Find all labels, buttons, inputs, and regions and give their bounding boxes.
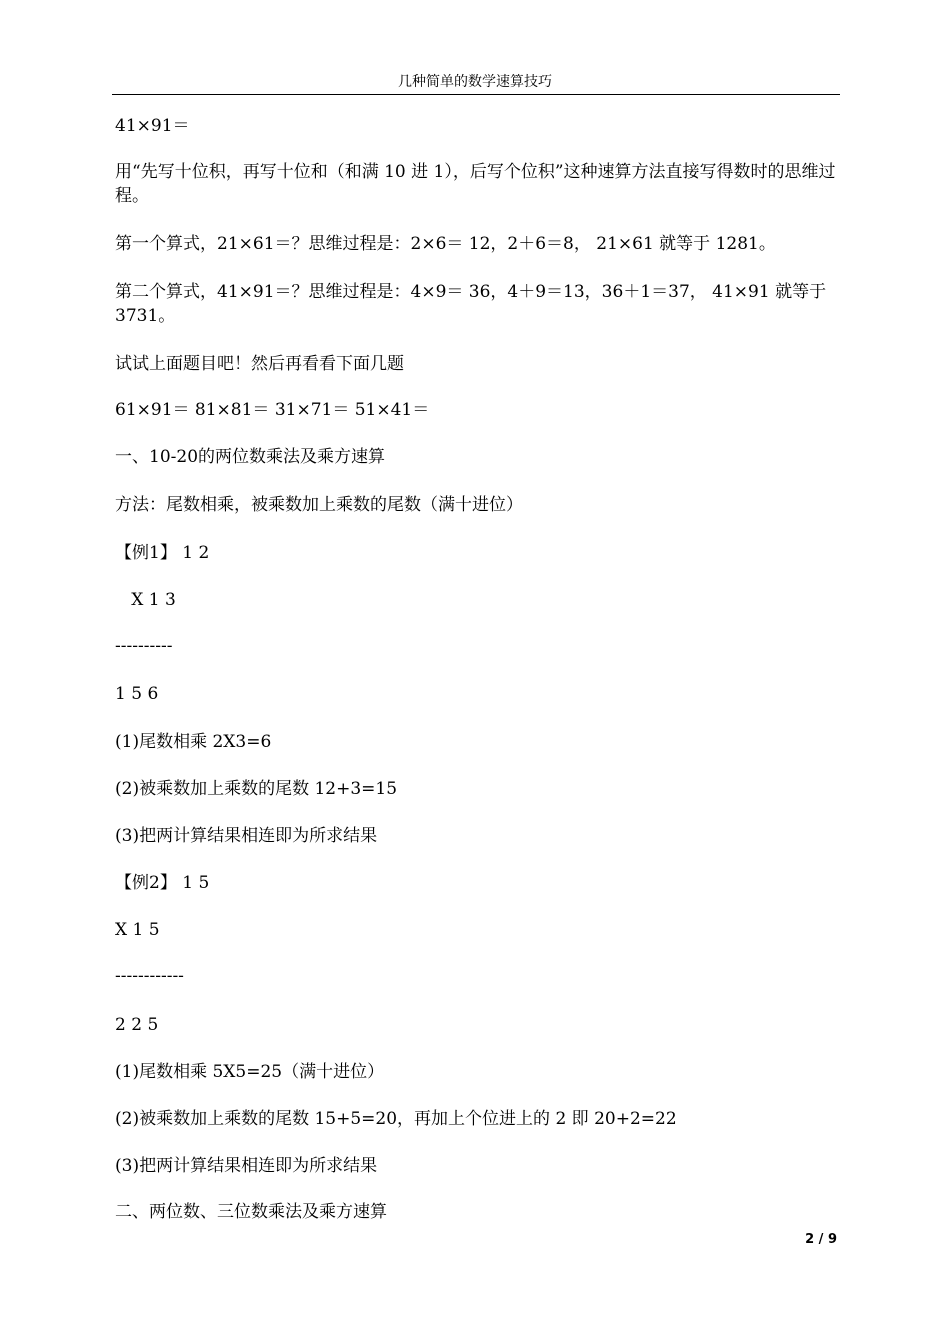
text-line: 第一个算式，21×61＝？思维过程是：2×6＝ 12，2＋6＝8， 21×61 就等于 1281。: [115, 234, 776, 254]
text-line: (3)把两计算结果相连即为所求结果: [115, 826, 378, 846]
text-line: 2 2 5: [115, 1015, 159, 1035]
example-label: 【例2】 1 5: [115, 873, 210, 893]
section-heading: 二、两位数、三位数乘法及乘方速算: [115, 1202, 387, 1222]
text-line: X 1 3: [115, 590, 176, 610]
text-line: 1 5 6: [115, 684, 159, 704]
text-line: (1)尾数相乘 5X5=25（满十进位）: [115, 1062, 385, 1082]
text-paragraph: 用“先写十位积，再写十位和（和满 10 进 1），后写个位积”这种速算方法直接写得数时的思维过程。: [115, 162, 836, 206]
text-line: 61×91＝ 81×81＝ 31×71＝ 51×41＝: [115, 400, 430, 420]
text-line: (1)尾数相乘 2X3=6: [115, 732, 272, 752]
dash-rule: ------------: [115, 966, 184, 986]
text-line: (2)被乘数加上乘数的尾数 12+3=15: [115, 779, 398, 799]
text-line: 41×91＝: [115, 116, 190, 136]
text-line: (3)把两计算结果相连即为所求结果: [115, 1156, 378, 1176]
page-header-title: 几种简单的数学速算技巧: [398, 74, 552, 90]
text-line: X 1 5: [115, 920, 160, 940]
section-heading: 一、10-20的两位数乘法及乘方速算: [115, 447, 386, 467]
page-number: 2 / 9: [805, 1232, 837, 1247]
text-line: (2)被乘数加上乘数的尾数 15+5=20，再加上个位进上的 2 即 20+2=22: [115, 1109, 677, 1129]
text-line: 方法：尾数相乘，被乘数加上乘数的尾数（满十进位）: [115, 495, 523, 515]
dash-rule: ----------: [115, 636, 173, 656]
header-divider: [112, 94, 840, 95]
text-paragraph: 第二个算式，41×91＝？思维过程是：4×9＝ 36，4＋9＝13，36＋1＝37， 41×91 就等于 3731。: [115, 282, 832, 326]
example-label: 【例1】 1 2: [115, 543, 210, 563]
text-line: 试试上面题目吧！然后再看看下面几题: [115, 354, 404, 374]
